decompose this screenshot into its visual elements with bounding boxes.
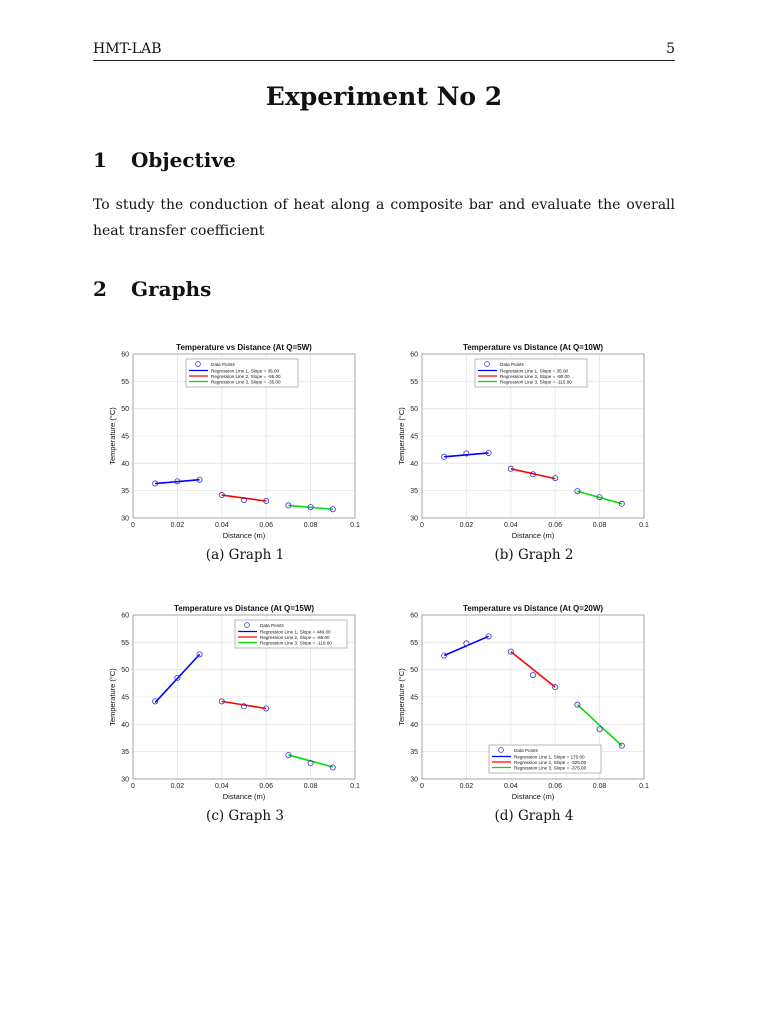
legend-label: Regression Line 2, Slope = -90.00 — [500, 373, 570, 379]
x-tick-label: 0.08 — [592, 783, 607, 790]
legend-label: Regression Line 1, Slope = 35.00 — [211, 368, 280, 374]
x-tick-label: 0.06 — [259, 522, 274, 529]
section-graphs-heading — [93, 277, 211, 301]
objective-paragraph: To study the conduction of heat along a composite bar and evaluate the overall heat transfer coefficient — [93, 197, 675, 239]
y-tick-label: 55 — [410, 378, 418, 386]
x-axis-label: Distance (m) — [222, 531, 266, 540]
chart-title: Temperature vs Distance (At Q=20W) — [462, 604, 604, 613]
y-tick-label: 55 — [121, 639, 129, 647]
x-tick-label: 0.02 — [459, 522, 474, 529]
y-tick-label: 40 — [410, 460, 418, 468]
x-tick-label: 0 — [420, 522, 424, 529]
section-number: 2 — [93, 277, 107, 301]
x-tick-label: 0 — [420, 783, 424, 790]
x-tick-label: 0.08 — [303, 522, 318, 529]
legend-label: Regression Line 2, Slope = -55.00 — [211, 373, 281, 379]
y-tick-label: 60 — [410, 351, 418, 359]
legend-label: Regression Line 1, Slope = 440.00 — [260, 629, 331, 635]
y-tick-label: 55 — [410, 639, 418, 647]
chart-graph-3 — [105, 599, 385, 805]
figure-graph-1 — [105, 338, 385, 544]
x-tick-label: 0.08 — [592, 522, 607, 529]
page-header — [93, 40, 675, 61]
chart-title: Temperature vs Distance (At Q=15W) — [173, 604, 315, 613]
caption-graph-1: (a) Graph 1 — [205, 547, 285, 563]
y-tick-label: 45 — [121, 433, 129, 441]
y-tick-label: 35 — [121, 488, 129, 496]
y-tick-label: 50 — [410, 406, 418, 414]
page-number: 5 — [666, 41, 675, 57]
legend-label: Regression Line 3, Slope = -375.00 — [514, 765, 587, 771]
section-title: Objective — [131, 148, 236, 172]
y-tick-label: 40 — [121, 460, 129, 468]
y-tick-label: 60 — [121, 351, 129, 359]
y-tick-label: 50 — [121, 406, 129, 414]
legend-label: Regression Line 3, Slope = -35.00 — [211, 379, 281, 385]
y-tick-label: 50 — [121, 667, 129, 675]
legend — [186, 359, 298, 387]
y-axis-label: Temperature (°C) — [108, 668, 117, 726]
y-tick-label: 45 — [410, 694, 418, 702]
x-tick-label: 0 — [131, 783, 135, 790]
legend-label: Data Points — [500, 362, 524, 367]
x-tick-label: 0.1 — [639, 522, 649, 529]
y-tick-label: 45 — [121, 694, 129, 702]
figure-graph-2 — [394, 338, 674, 544]
x-axis-label: Distance (m) — [511, 531, 555, 540]
x-axis-label: Distance (m) — [222, 792, 266, 801]
x-tick-label: 0.02 — [459, 783, 474, 790]
x-tick-label: 0.06 — [548, 783, 563, 790]
x-tick-label: 0.04 — [214, 522, 229, 529]
caption-graph-2: (b) Graph 2 — [494, 547, 574, 563]
x-tick-label: 0.02 — [170, 783, 185, 790]
y-axis-label: Temperature (°C) — [108, 407, 117, 465]
y-tick-label: 40 — [410, 721, 418, 729]
legend-label: Regression Line 2, Slope = -325.00 — [514, 759, 587, 765]
legend-label: Regression Line 3, Slope = -115.00 — [500, 379, 572, 385]
legend-label: Data Points — [211, 362, 235, 367]
x-tick-label: 0.04 — [503, 783, 518, 790]
caption-graph-3: (c) Graph 3 — [206, 808, 284, 824]
legend-label: Regression Line 3, Slope = -110.00 — [260, 640, 332, 646]
x-tick-label: 0.04 — [214, 783, 229, 790]
y-tick-label: 35 — [121, 749, 129, 757]
legend-label: Data Points — [260, 623, 284, 628]
x-tick-label: 0.1 — [639, 783, 649, 790]
x-tick-label: 0.06 — [548, 522, 563, 529]
y-tick-label: 60 — [410, 612, 418, 620]
y-tick-label: 50 — [410, 667, 418, 675]
y-tick-label: 45 — [410, 433, 418, 441]
page-title: Experiment No 2 — [265, 82, 503, 111]
legend — [235, 620, 347, 648]
x-tick-label: 0.1 — [350, 783, 360, 790]
y-tick-label: 30 — [121, 515, 129, 523]
figure-graph-3 — [105, 599, 385, 805]
legend-label: Regression Line 1, Slope = 35.00 — [500, 368, 569, 374]
y-tick-label: 60 — [121, 612, 129, 620]
chart-title: Temperature vs Distance (At Q=5W) — [176, 343, 312, 352]
y-axis-label: Temperature (°C) — [397, 668, 406, 726]
legend-label: Regression Line 2, Slope = -65.00 — [260, 634, 330, 640]
y-tick-label: 35 — [410, 749, 418, 757]
x-tick-label: 0.06 — [259, 783, 274, 790]
chart-graph-1 — [105, 338, 385, 544]
caption-graph-4: (d) Graph 4 — [494, 808, 574, 824]
y-tick-label: 30 — [410, 776, 418, 784]
chart-title: Temperature vs Distance (At Q=10W) — [462, 343, 604, 352]
chart-graph-4 — [394, 599, 674, 805]
y-axis-label: Temperature (°C) — [397, 407, 406, 465]
y-tick-label: 30 — [410, 515, 418, 523]
x-tick-label: 0.02 — [170, 522, 185, 529]
legend — [489, 745, 601, 773]
legend-label: Data Points — [514, 748, 538, 753]
y-tick-label: 35 — [410, 488, 418, 496]
section-objective-heading — [93, 148, 236, 172]
header-left: HMT-LAB — [93, 41, 162, 57]
legend-label: Regression Line 1, Slope = 175.00 — [514, 754, 585, 760]
y-tick-label: 30 — [121, 776, 129, 784]
y-tick-label: 40 — [121, 721, 129, 729]
x-tick-label: 0.08 — [303, 783, 318, 790]
chart-graph-2 — [394, 338, 674, 544]
figure-graph-4 — [394, 599, 674, 805]
section-number: 1 — [93, 148, 107, 172]
x-tick-label: 0.1 — [350, 522, 360, 529]
y-tick-label: 55 — [121, 378, 129, 386]
x-axis-label: Distance (m) — [511, 792, 555, 801]
x-tick-label: 0 — [131, 522, 135, 529]
x-tick-label: 0.04 — [503, 522, 518, 529]
legend — [475, 359, 587, 387]
section-title: Graphs — [131, 277, 212, 301]
